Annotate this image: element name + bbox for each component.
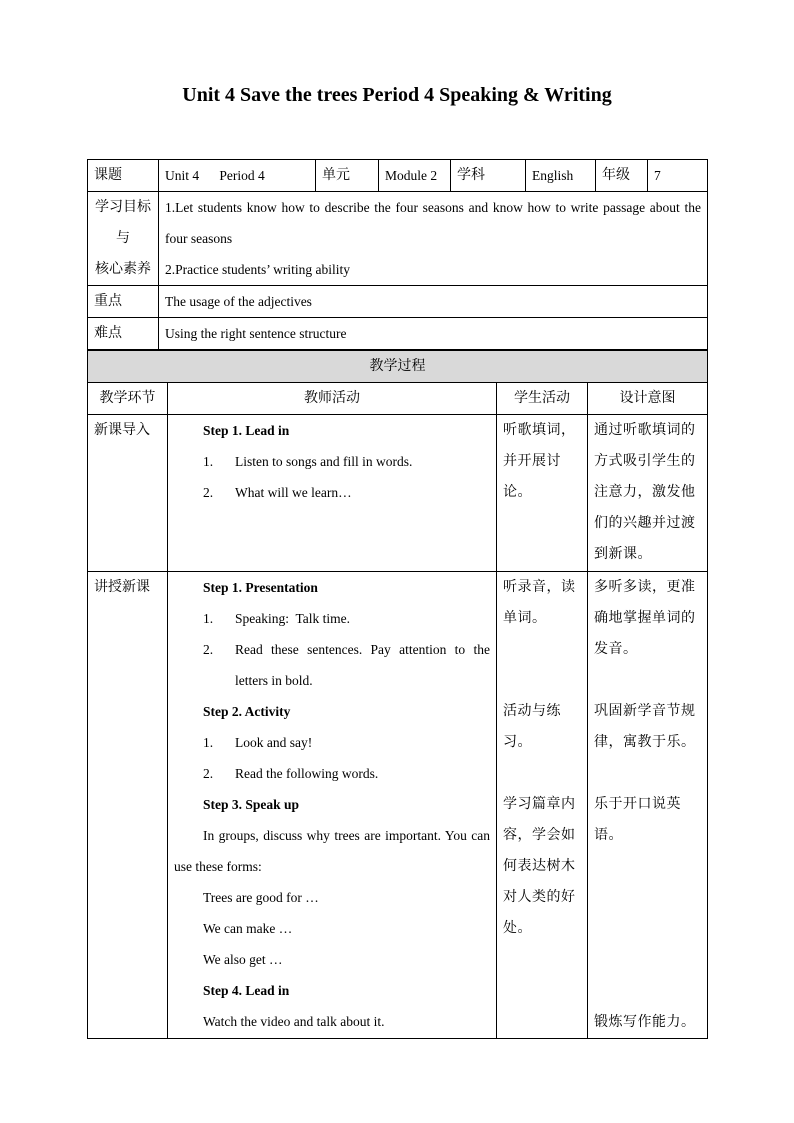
intent-note-3: 乐于开口说英语。 (594, 796, 681, 843)
goal-1: 1.Let students know how to describe the four seasons and know how to write passage about the four seasons (165, 200, 701, 246)
student-activity-intro: 听歌填词，并开展讨论。 (497, 415, 588, 572)
goals-label-line-3: 核心素养 (95, 261, 151, 277)
goals-content (159, 192, 708, 286)
list-item: 2. Read the following words. (203, 766, 379, 781)
list-item: 2. What will we learn… (203, 485, 352, 500)
lesson-info-table (87, 159, 708, 350)
step-heading: Step 1. Presentation (203, 580, 318, 595)
grade-label: 年级 (596, 160, 648, 192)
sentence-form: Trees are good for … (203, 890, 319, 905)
goal-2: 2.Practice students’ writing ability (165, 262, 350, 277)
topic-value: Unit 4 Period 4 (159, 160, 316, 192)
subject-value: English (526, 160, 596, 192)
step-text: In groups, discuss why trees are important. You can use these forms: (174, 828, 490, 874)
key-point-label: 重点 (88, 286, 159, 318)
sentence-form: We also get … (203, 952, 283, 967)
intent-note-1: 多听多读，更准确地掌握单词的发音。 (594, 579, 696, 657)
goals-label-line-1: 学习目标 (95, 199, 151, 215)
list-item: 2. Read these sentences. Pay attention to the letters in bold. (203, 642, 490, 688)
goals-label (88, 192, 159, 286)
intent-new-lesson (588, 572, 708, 1039)
topic-label: 课题 (88, 160, 159, 192)
step-heading: Step 2. Activity (203, 704, 291, 719)
student-activity-new-lesson (497, 572, 588, 1039)
difficulty-value: Using the right sentence structure (159, 318, 708, 350)
col-header-student: 学生活动 (497, 383, 588, 415)
process-header: 教学过程 (88, 351, 708, 383)
step-heading: Step 1. Lead in (203, 423, 290, 438)
stage-new-lesson: 讲授新课 (88, 572, 168, 1039)
student-note-3: 学习篇章内容，学会如何表达树木对人类的好处。 (503, 796, 576, 936)
unit-label: 单元 (316, 160, 379, 192)
teacher-activity-intro (168, 415, 497, 572)
grade-value: 7 (648, 160, 708, 192)
col-header-intent: 设计意图 (588, 383, 708, 415)
step-heading: Step 3. Speak up (203, 797, 300, 812)
student-note-2: 活动与练习。 (503, 703, 561, 750)
list-item: 1. Look and say! (203, 735, 313, 750)
document-title: Unit 4 Save the trees Period 4 Speaking & Writing (182, 84, 612, 106)
col-header-teacher: 教师活动 (168, 383, 497, 415)
goals-label-line-2: 与 (116, 230, 130, 246)
subject-label: 学科 (451, 160, 526, 192)
list-item: 1. Speaking: Talk time. (203, 611, 351, 626)
stage-intro: 新课导入 (88, 415, 168, 572)
difficulty-label: 难点 (88, 318, 159, 350)
key-point-value: The usage of the adjectives (159, 286, 708, 318)
intent-note-2: 巩固新学音节规律，寓教于乐。 (594, 703, 696, 750)
teacher-activity-new-lesson (168, 572, 497, 1039)
sentence-form: We can make … (203, 921, 293, 936)
intent-intro: 通过听歌填词的方式吸引学生的注意力，激发他们的兴趣并过渡到新课。 (588, 415, 708, 572)
student-note-1: 听录音，读单词。 (503, 579, 576, 626)
col-header-stage: 教学环节 (88, 383, 168, 415)
step-text: Watch the video and talk about it. (203, 1014, 385, 1029)
intent-note-4: 锻炼写作能力。 (594, 1014, 696, 1030)
list-item: 1. Listen to songs and fill in words. (203, 454, 413, 469)
teaching-process-table (87, 350, 708, 1039)
unit-value: Module 2 (379, 160, 451, 192)
step-heading: Step 4. Lead in (203, 983, 290, 998)
